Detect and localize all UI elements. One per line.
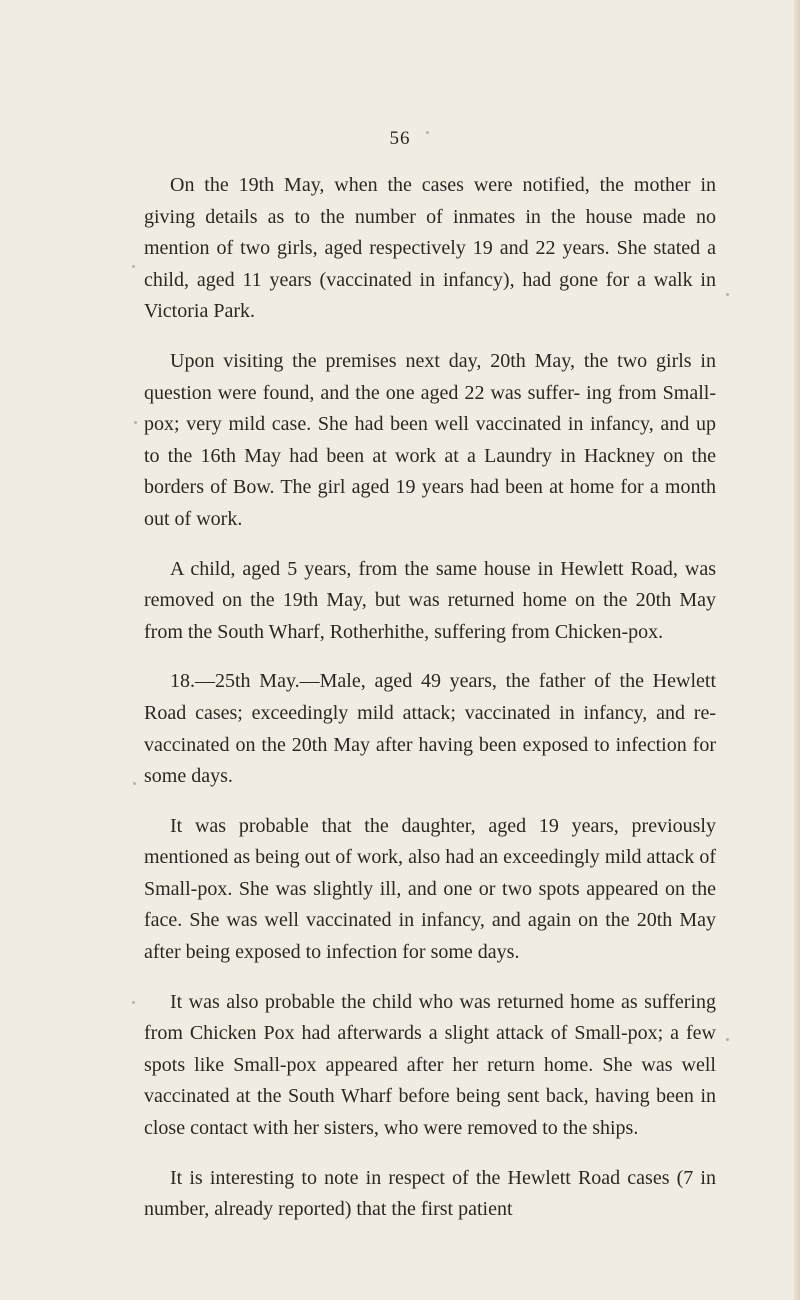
print-speck [132,265,135,268]
print-speck [426,131,429,134]
print-speck [133,782,136,785]
paragraph-7: It is interesting to note in respect of the Hewlett Road cases (7 in number, already reported) that the first patient [144,1166,716,1221]
page-number: 56 [389,128,411,149]
print-speck [726,293,729,296]
page-edge-shadow [794,0,800,1300]
print-speck [726,1038,729,1041]
paragraph-6: It was also probable the child who was returned home as suffering from Chicken Pox had afterwards a slight attack of Small-pox; a few spots like Small-pox appeared after her return home. She was well vaccinated at the South Wharf before being sent back, having been in close contact with her sisters, who were removed to the ships. [144,990,716,1140]
body-text [144,170,716,1244]
print-speck [132,1001,135,1004]
print-speck [134,421,137,424]
paragraph-4: 18.—25th May.—Male, aged 49 years, the father of the Hewlett Road cases; exceedingly mild attack; vaccinated in infancy, and re-vaccinated on the 20th May after having been exposed to infection for some days. [144,670,716,788]
paragraph-3: A child, aged 5 years, from the same house in Hewlett Road, was removed on the 19th May, but was returned home on the 20th May from the South Wharf, Rotherhithe, suffering from Chicken-pox. [144,557,716,643]
paragraph-5: It was probable that the daughter, aged 19 years, previously mentioned as being out of work, also had an exceedingly mild attack of Small-pox. She was slightly ill, and one or two spots appeared on the face. She was well vaccinated in infancy, and again on the 20th May after being exposed to infection for some days. [144,814,716,964]
paragraph-1: On the 19th May, when the cases were notified, the mother in giving details as to the number of inmates in the house made no mention of two girls, aged respectively 19 and 22 years. She stated a child, aged 11 years (vaccinated in infancy), had gone for a walk in Victoria Park. [144,174,716,323]
paragraph-2: Upon visiting the premises next day, 20th May, the two girls in question were found, and the one aged 22 was suffer- ing from Small-pox; very mild case. She had been well vaccinated in infancy, and up to the 16th May had been at work at a Laundry in Hackney on the borders of Bow. The girl aged 19 years had been at home for a month out of work. [144,349,716,530]
